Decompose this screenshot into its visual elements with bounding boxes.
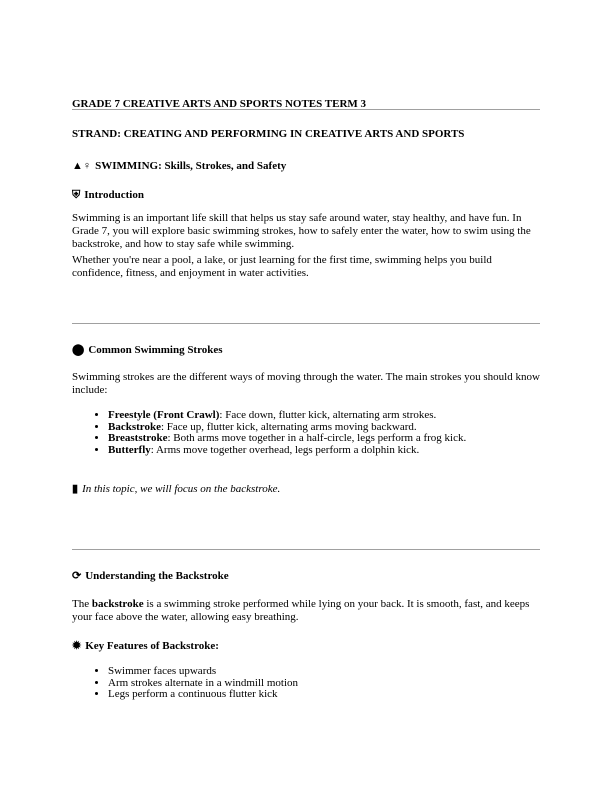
strokes-intro: Swimming strokes are the different ways of moving through the water. The main strokes you should know include: <box>72 371 540 396</box>
focus-note <box>72 483 542 496</box>
list-item: • Swimmer faces upwards <box>108 666 542 678</box>
strokes-heading-text: Common Swimming Strokes <box>88 344 223 356</box>
water-drop-icon: ⬤ <box>72 344 85 356</box>
divider <box>72 323 540 324</box>
list-item: • Legs perform a continuous flutter kick <box>108 689 542 701</box>
features-heading-text: Key Features of Backstroke: <box>85 640 219 652</box>
strokes-list <box>72 410 542 456</box>
swimming-heading-text: SWIMMING: Skills, Strokes, and Safety <box>95 160 287 172</box>
swimming-heading <box>72 160 542 173</box>
introduction-heading-text: Introduction <box>84 189 144 201</box>
list-item: • Arm strokes alternate in a windmill motion <box>108 678 542 690</box>
list-item: • Breaststroke: Both arms move together in a half-circle, legs perform a frog kick. <box>108 433 542 445</box>
star-burst-icon: ✹ <box>72 640 82 652</box>
clapperboard-icon: ▮ <box>72 483 79 495</box>
list-item: • Butterfly: Arms move together overhead, legs perform a dolphin kick. <box>108 445 542 457</box>
list-item: • Freestyle (Front Crawl): Face down, flutter kick, alternating arm strokes. <box>108 410 542 422</box>
focus-note-text: In this topic, we will focus on the backstroke. <box>82 483 281 495</box>
swimmer-icon: ▲♀ <box>72 160 92 172</box>
introduction-heading <box>72 189 542 202</box>
backstroke-heading-text: Understanding the Backstroke <box>85 570 229 582</box>
backstroke-paragraph: The backstroke is a swimming stroke performed while lying on your back. It is smooth, fast, and keeps your face above the water, allowing easy breathing. <box>72 598 530 623</box>
introduction-paragraph-1: Swimming is an important life skill that helps us stay safe around water, stay healthy, and have fun. In Grade 7, you will explore basic swimming strokes, how to safely enter the water, how to swim using the backstroke, and how to stay safe while swimming. <box>72 212 531 250</box>
introduction-paragraph-2: Whether you're near a pool, a lake, or just learning for the first time, swimming helps you build confidence, fitness, and enjoyment in water activities. <box>72 254 492 279</box>
divider <box>72 549 540 550</box>
features-heading <box>72 640 542 653</box>
document-title: GRADE 7 CREATIVE ARTS AND SPORTS NOTES TERM 3 <box>72 98 367 110</box>
backstroke-heading <box>72 570 542 583</box>
refresh-icon: ⟳ <box>72 570 82 582</box>
features-list <box>72 666 542 701</box>
divider <box>72 109 540 110</box>
shield-icon: ⛨ <box>72 189 81 201</box>
list-item: • Backstroke: Face up, flutter kick, alternating arms moving backward. <box>108 422 542 434</box>
strand-heading: STRAND: CREATING AND PERFORMING IN CREATIVE ARTS AND SPORTS <box>72 128 465 140</box>
strokes-heading <box>72 344 542 357</box>
